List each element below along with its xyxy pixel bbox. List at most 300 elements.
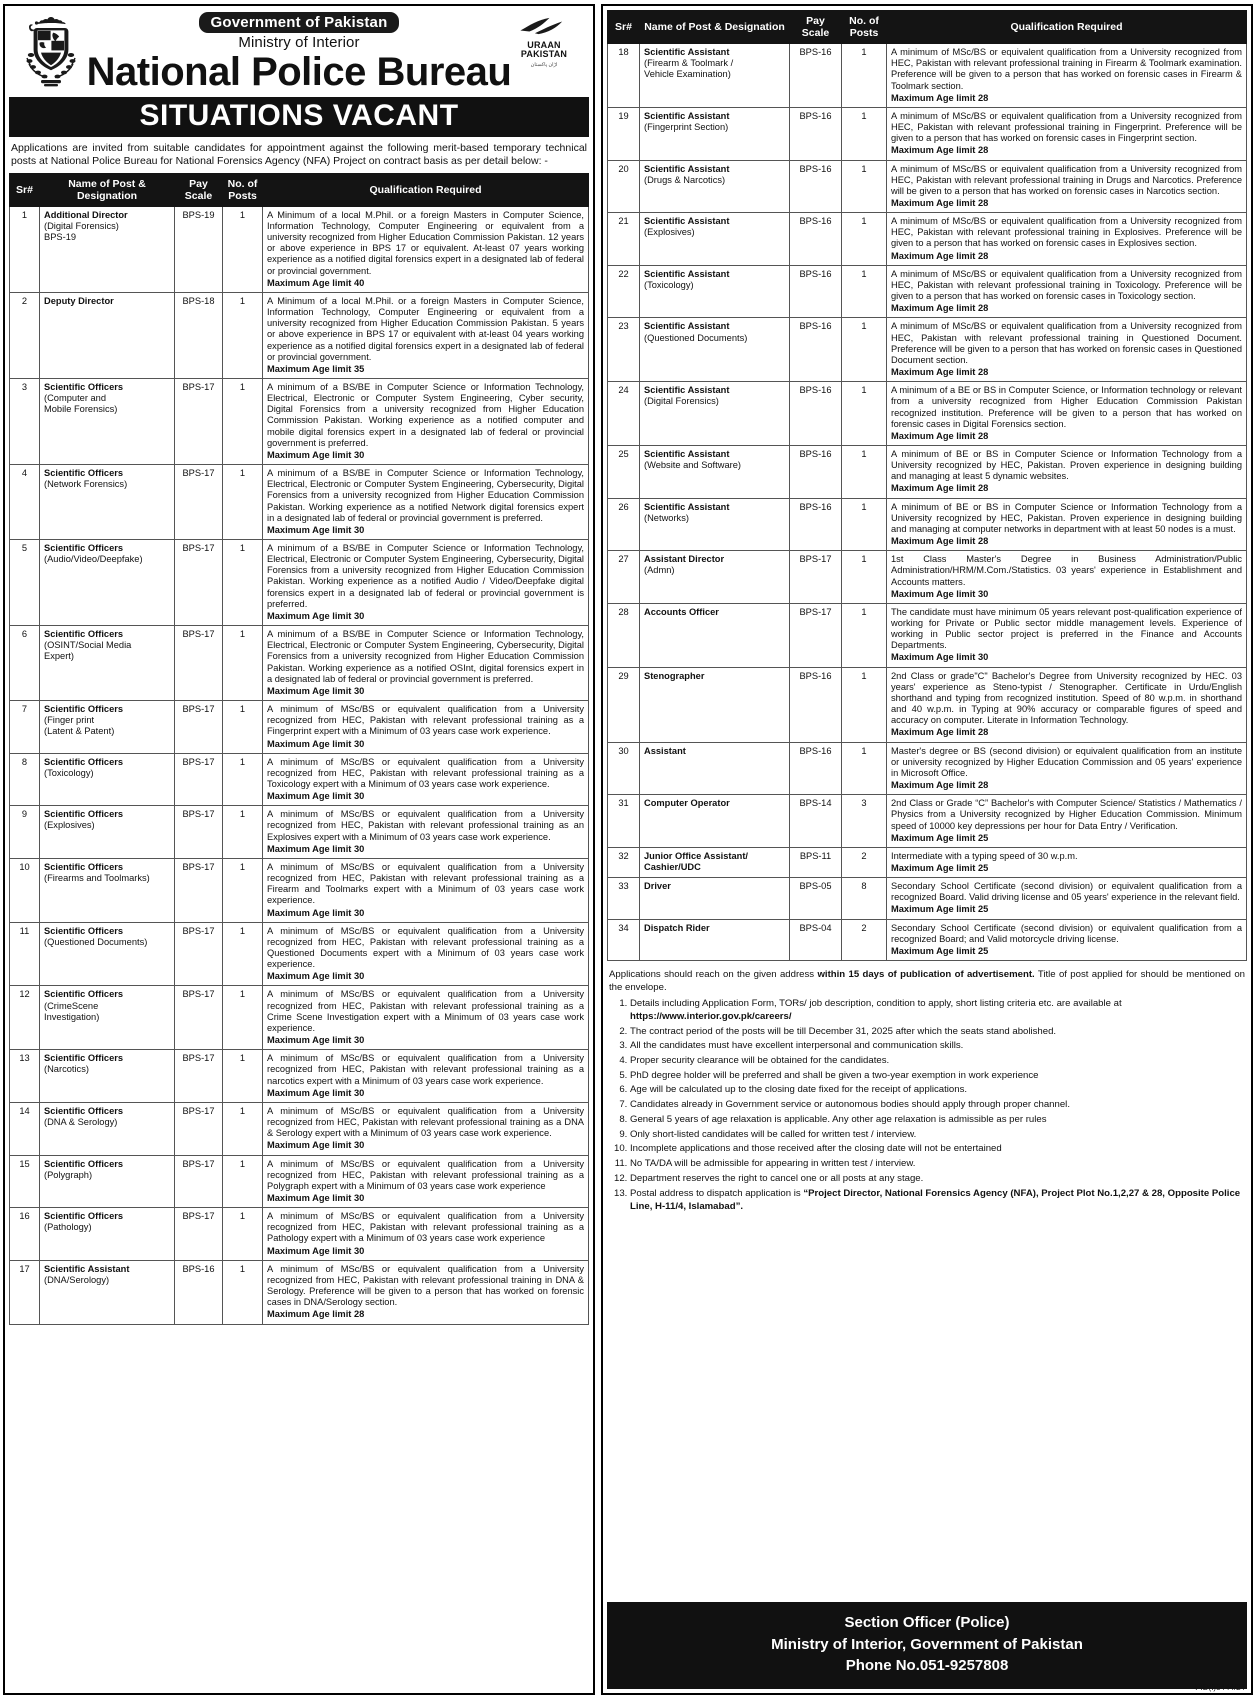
table-row: [10, 292, 589, 378]
cell-sr: 24: [608, 382, 640, 446]
cell-post-name: [640, 318, 790, 382]
note-item: [630, 1098, 1245, 1111]
cell-sr: 14: [10, 1102, 40, 1155]
cell-post-name: [640, 445, 790, 498]
jobs-table-right: [607, 10, 1247, 961]
cell-post-name: [40, 540, 175, 626]
cell-pay-scale: BPS-17: [175, 1102, 223, 1155]
uraan-line-2: PAKISTAN: [520, 49, 568, 60]
cell-pay-scale: BPS-17: [175, 378, 223, 464]
note-item: [630, 1025, 1245, 1038]
table-row: [608, 44, 1247, 108]
cell-sr: 19: [608, 107, 640, 160]
cell-qualification: [887, 44, 1247, 108]
age-limit-text: Maximum Age limit 30: [267, 524, 365, 535]
post-subtitle: (Polygraph): [44, 1169, 93, 1180]
cell-no-of-posts: 1: [223, 922, 263, 986]
cell-qualification: [263, 1260, 589, 1324]
cell-qualification: [887, 919, 1247, 960]
cell-sr: 29: [608, 667, 640, 742]
table-row: [10, 626, 589, 701]
table-row: [10, 540, 589, 626]
post-title: Scientific Officers: [44, 1053, 124, 1064]
left-column: [3, 4, 595, 1695]
cell-no-of-posts: 1: [223, 378, 263, 464]
table-row: [10, 986, 589, 1050]
cell-no-of-posts: 1: [223, 806, 263, 859]
cell-post-name: [40, 626, 175, 701]
cell-sr: 33: [608, 878, 640, 919]
post-title: Scientific Officers: [44, 1211, 124, 1222]
post-subtitle: (DNA & Serology): [44, 1117, 118, 1128]
post-subtitle: (Questioned Documents): [644, 332, 748, 343]
note-item: [630, 1039, 1245, 1052]
cell-pay-scale: BPS-18: [175, 292, 223, 378]
cell-sr: 34: [608, 919, 640, 960]
notes-lead-deadline: within 15 days of publication of advertisement.: [817, 969, 1035, 981]
cell-sr: 21: [608, 213, 640, 266]
ministry-label: Ministry of Interior: [238, 34, 360, 51]
qualification-text: A minimum of MSc/BS or equivalent qualification from a University recognized from HEC, Pakistan with relevant professional training as a Firearm and Toolmarks expert with a Minimum of 03 years case work experience.: [267, 861, 584, 906]
cell-pay-scale: BPS-17: [175, 753, 223, 806]
table-row: [608, 107, 1247, 160]
cell-qualification: [887, 265, 1247, 318]
col-header-qualification: Qualification Required: [263, 173, 589, 206]
table-row: [608, 847, 1247, 877]
cell-no-of-posts: 1: [223, 292, 263, 378]
post-subtitle: Vehicle Examination): [644, 69, 731, 80]
cell-sr: 5: [10, 540, 40, 626]
cell-qualification: [263, 540, 589, 626]
cell-pay-scale: BPS-17: [175, 465, 223, 540]
table-row: [10, 922, 589, 986]
cell-post-name: [640, 603, 790, 667]
cell-qualification: [887, 667, 1247, 742]
cell-post-name: [40, 292, 175, 378]
cell-pay-scale: BPS-17: [790, 603, 842, 667]
post-title: Scientific Officers: [44, 756, 124, 767]
cell-post-name: [40, 922, 175, 986]
situations-vacant-banner: SITUATIONS VACANT: [9, 97, 589, 137]
cell-qualification: [887, 160, 1247, 213]
cell-pay-scale: BPS-17: [175, 806, 223, 859]
table-row: [608, 213, 1247, 266]
uraan-pakistan-logo: [505, 16, 583, 68]
cell-pay-scale: BPS-17: [175, 858, 223, 922]
cell-pay-scale: BPS-17: [175, 701, 223, 754]
pakistan-emblem-icon: [19, 14, 83, 88]
cell-no-of-posts: 1: [842, 107, 887, 160]
cell-sr: 1: [10, 206, 40, 292]
cell-post-name: [40, 701, 175, 754]
cell-no-of-posts: 1: [223, 1208, 263, 1261]
cell-qualification: [263, 922, 589, 986]
cell-post-name: [40, 1102, 175, 1155]
cell-post-name: [640, 878, 790, 919]
signoff-phone: Phone No.051-9257808: [845, 1657, 1009, 1675]
note-item: [630, 997, 1245, 1023]
cell-sr: 25: [608, 445, 640, 498]
post-title: Scientific Assistant: [644, 216, 730, 227]
cell-no-of-posts: 1: [842, 160, 887, 213]
col-header-posts: No. of Posts: [223, 173, 263, 206]
cell-post-name: [640, 160, 790, 213]
cell-no-of-posts: 1: [842, 603, 887, 667]
table-row: [608, 265, 1247, 318]
note-text: Proper security clearance will be obtained for the candidates.: [630, 1054, 890, 1066]
qualification-text: A minimum of MSc/BS or equivalent qualification from a University recognized from HEC, Pakistan with relevant professional training as a Polygraph expert with a Minimum of 03 years case work experience: [267, 1158, 584, 1191]
table-row: [10, 378, 589, 464]
cell-no-of-posts: 1: [842, 551, 887, 604]
qualification-text: The candidate must have minimum 05 years relevant post-qualification experience of working for Private or Public sector middle management levels. Experience of working in Public sector project is preferred in the Finance and Accounts Departments.: [891, 606, 1242, 651]
cell-pay-scale: BPS-17: [175, 540, 223, 626]
post-title: Scientific Officers: [44, 381, 124, 392]
post-title: Dispatch Rider: [644, 922, 710, 933]
note-item: [630, 1128, 1245, 1141]
age-limit-text: Maximum Age limit 25: [891, 832, 989, 843]
cell-sr: 12: [10, 986, 40, 1050]
qualification-text: A minimum of MSc/BS or equivalent qualification from a University recognized from HEC, Pakistan with relevant professional training as a Fingerprint expert with a Minimum of 03 years case work experience.: [267, 704, 584, 737]
cell-qualification: [887, 318, 1247, 382]
cell-no-of-posts: 1: [223, 1260, 263, 1324]
cell-pay-scale: BPS-16: [790, 160, 842, 213]
post-subtitle: (Network Forensics): [44, 479, 128, 490]
cell-post-name: [640, 847, 790, 877]
table-row: [608, 667, 1247, 742]
post-subtitle: (Drugs & Narcotics): [644, 174, 726, 185]
post-subtitle: (Networks): [644, 512, 689, 523]
post-title: Assistant: [644, 745, 686, 756]
qualification-text: 2nd Class or grade"C" Bachelor's Degree from University recognized by HEC. 03 years' experience as Steno-typist / Stenographer. Certificate in Urdu/English shorthand and typing from recognized institution. Speed of 80 w.p.m. in shorthand and 40 w.p.m. in Typing at 90% accuracy or comparable figures of speed and accuracy on computer. Literate in Information Technology.: [891, 670, 1242, 726]
cell-qualification: [887, 213, 1247, 266]
cell-no-of-posts: 3: [842, 795, 887, 848]
table-row: [10, 753, 589, 806]
cell-qualification: [263, 378, 589, 464]
cell-qualification: [887, 878, 1247, 919]
organization-title: National Police Bureau: [86, 50, 512, 94]
uraan-bird-icon: [516, 16, 572, 36]
uraan-line-1: URAAN: [527, 40, 561, 50]
post-title: Scientific Assistant: [644, 163, 730, 174]
note-text: Details including Application Form, TORs/ job description, condition to apply, short listing criteria etc. are available at: [630, 997, 1122, 1009]
post-title: Scientific Officers: [44, 989, 124, 1000]
cell-post-name: [640, 213, 790, 266]
post-title: Computer Operator: [644, 798, 730, 809]
cell-sr: 8: [10, 753, 40, 806]
signoff-ministry: Ministry of Interior, Government of Pakistan: [771, 1635, 1083, 1653]
cell-qualification: [263, 1155, 589, 1208]
table-row: [10, 465, 589, 540]
cell-sr: 23: [608, 318, 640, 382]
cell-post-name: [40, 1208, 175, 1261]
post-subtitle: (Digital Forensics): [644, 396, 719, 407]
qualification-text: Secondary School Certificate (second division) or equivalent qualification from a recognized Board. Valid driving license and 05 years' experience in the relevant field.: [891, 881, 1242, 903]
cell-no-of-posts: 1: [842, 742, 887, 795]
cell-post-name: [640, 107, 790, 160]
cell-pay-scale: BPS-14: [790, 795, 842, 848]
government-row: [9, 12, 589, 33]
cell-qualification: [263, 1208, 589, 1261]
post-title: Assistant Director: [644, 554, 725, 565]
qualification-text: A Minimum of a local M.Phil. or a foreign Masters in Computer Science, Information Technology, Computer Engineering or equivalent from a university recognized from Higher Education Commission Pakistan. 12 years or above experience in BPS 17 or equivalent. At-least 07 years working experience as a notified digital forensics expert in a designated lab of federal or provincial government.: [267, 209, 584, 276]
note-item: [630, 1142, 1245, 1155]
age-limit-text: Maximum Age limit 30: [267, 1035, 365, 1046]
post-subtitle: (Computer and: [44, 393, 107, 404]
post-subtitle: Cashier/UDC: [644, 861, 701, 872]
col-header-pay: Pay Scale: [175, 173, 223, 206]
cell-sr: 17: [10, 1260, 40, 1324]
cell-sr: 6: [10, 626, 40, 701]
age-limit-text: Maximum Age limit 28: [891, 145, 989, 156]
qualification-text: Secondary School Certificate (second division) or equivalent qualification from a recognized Board; and Valid motorcycle driving license.: [891, 922, 1242, 944]
table-row: [10, 1260, 589, 1324]
cell-pay-scale: BPS-16: [790, 382, 842, 446]
cell-pay-scale: BPS-16: [790, 667, 842, 742]
cell-no-of-posts: 1: [223, 858, 263, 922]
notes-lead-a: Applications should reach on the given address: [609, 969, 818, 981]
table-row: [10, 858, 589, 922]
cell-qualification: [263, 206, 589, 292]
cell-qualification: [887, 445, 1247, 498]
cell-pay-scale: BPS-17: [175, 626, 223, 701]
cell-pay-scale: BPS-16: [790, 445, 842, 498]
note-item: [630, 1054, 1245, 1067]
post-subtitle: Investigation): [44, 1011, 100, 1022]
cell-post-name: [40, 806, 175, 859]
age-limit-text: Maximum Age limit 28: [891, 198, 989, 208]
note-text: Department reserves the right to cancel one or all posts at any stage.: [630, 1172, 924, 1184]
cell-post-name: [40, 465, 175, 540]
cell-qualification: [887, 603, 1247, 667]
cell-post-name: [640, 551, 790, 604]
table-row: [608, 445, 1247, 498]
post-title: Additional Director: [44, 209, 128, 220]
post-title: Scientific Officers: [44, 1158, 124, 1169]
right-column: [601, 4, 1253, 1695]
post-subtitle: Mobile Forensics): [44, 404, 118, 415]
cell-pay-scale: BPS-16: [790, 265, 842, 318]
col-header-qualification: Qualification Required: [887, 11, 1247, 44]
qualification-text: A minimum of BE or BS in Computer Science or Information Technology from a University recognized by HEC, Pakistan. Proven experience in designing building and managing at least 5 dynamic websites.: [891, 448, 1242, 482]
cell-sr: 3: [10, 378, 40, 464]
post-subtitle: (Toxicology): [44, 767, 94, 778]
age-limit-text: Maximum Age limit 28: [891, 303, 989, 314]
note-text: The contract period of the posts will be till December 31, 2025 after which the seats stand abolished.: [630, 1025, 1057, 1037]
post-subtitle: (Finger print: [44, 715, 95, 726]
age-limit-text: Maximum Age limit 25: [891, 862, 989, 873]
note-item: [630, 1187, 1245, 1213]
post-title: Scientific Officers: [44, 543, 124, 554]
table-row: [10, 1155, 589, 1208]
cell-no-of-posts: 8: [842, 878, 887, 919]
qualification-text: Master's degree or BS (second division) or equivalent qualification from an institute or university recognized by Higher Education Commission and 05 years' experience in Microsoft Office.: [891, 745, 1242, 778]
cell-sr: 10: [10, 858, 40, 922]
age-limit-text: Maximum Age limit 30: [267, 1087, 365, 1098]
cell-post-name: [40, 206, 175, 292]
age-limit-text: Maximum Age limit 28: [891, 367, 989, 378]
cell-no-of-posts: 1: [223, 626, 263, 701]
age-limit-text: Maximum Age limit 28: [891, 483, 989, 494]
qualification-text: A minimum of MSc/BS or equivalent qualification from a University recognized from HEC, Pakistan with relevant professional training as a narcotics expert with a Minimum of 03 years case work experience.: [267, 1053, 584, 1086]
table-header-row: [608, 11, 1247, 44]
age-limit-text: Maximum Age limit 28: [891, 430, 989, 441]
post-subtitle: Expert): [44, 651, 74, 662]
post-subtitle: (Firearms and Toolmarks): [44, 873, 150, 884]
cell-post-name: [640, 265, 790, 318]
age-limit-text: Maximum Age limit 25: [891, 904, 989, 915]
cell-sr: 4: [10, 465, 40, 540]
cell-sr: 26: [608, 498, 640, 551]
cell-no-of-posts: 2: [842, 847, 887, 877]
cell-qualification: [887, 382, 1247, 446]
qualification-text: 1st Class Master's Degree in Business Administration/Public Administration/HRM/M.Com./Statistics. 03 years' experience in Establishment and Accounts matters.: [891, 554, 1242, 587]
cell-qualification: [263, 753, 589, 806]
cell-pay-scale: BPS-16: [790, 213, 842, 266]
table-row: [608, 498, 1247, 551]
qualification-text: A minimum of MSc/BS or equivalent qualification from a University recognized from HEC, Pakistan with relevant professional training as a Toxicology expert with a Minimum of 03 years case work experience.: [267, 756, 584, 789]
cell-pay-scale: BPS-16: [790, 498, 842, 551]
qualification-text: Intermediate with a typing speed of 30 w.p.m.: [891, 850, 1078, 861]
cell-qualification: [263, 1102, 589, 1155]
age-limit-text: Maximum Age limit 30: [267, 738, 365, 749]
qualification-text: A minimum of MSc/BS or equivalent qualification from a University recognized from HEC, Pakistan with relevant professional training as a Questioned Documents expert with a Minimum of 03 years case work experience.: [267, 925, 584, 970]
cell-post-name: [640, 44, 790, 108]
cell-sr: 7: [10, 701, 40, 754]
post-subtitle: (Website and Software): [644, 460, 741, 471]
cell-post-name: [40, 1050, 175, 1103]
post-subtitle: (Fingerprint Section): [644, 122, 729, 133]
note-item: [630, 1172, 1245, 1185]
age-limit-text: Maximum Age limit 30: [267, 971, 365, 982]
cell-sr: 31: [608, 795, 640, 848]
cell-pay-scale: BPS-16: [790, 44, 842, 108]
age-limit-text: Maximum Age limit 30: [267, 1192, 365, 1203]
cell-qualification: [887, 847, 1247, 877]
signoff-officer: Section Officer (Police): [844, 1613, 1010, 1631]
cell-sr: 13: [10, 1050, 40, 1103]
note-text: Incomplete applications and those received after the closing date will not be entertained: [630, 1143, 1002, 1155]
cell-qualification: [263, 806, 589, 859]
post-title: Scientific Officers: [44, 1105, 124, 1116]
col-header-pay: Pay Scale: [790, 11, 842, 44]
col-header-post: Name of Post & Designation: [640, 11, 790, 44]
col-header-post: Name of Post & Designation: [40, 173, 175, 206]
notes-section: [607, 968, 1247, 1214]
post-subtitle: (Admn): [644, 565, 675, 576]
cell-sr: 30: [608, 742, 640, 795]
cell-no-of-posts: 1: [842, 667, 887, 742]
cell-qualification: [263, 1050, 589, 1103]
qualification-text: A minimum of MSc/BS or equivalent qualification from a University recognized from HEC, Pakistan with relevant professional training as a Pathology expert with a Minimum of 03 years case work experience: [267, 1211, 584, 1244]
notes-lead: [609, 968, 1245, 994]
post-subtitle: (Latent & Patent): [44, 726, 115, 737]
age-limit-text: Maximum Age limit 28: [891, 250, 989, 261]
cell-no-of-posts: 1: [223, 701, 263, 754]
cell-pay-scale: BPS-17: [175, 1050, 223, 1103]
notes-lead-c: Title of post applied for should be mentioned on the envelope.: [609, 969, 1246, 994]
cell-no-of-posts: 1: [223, 1050, 263, 1103]
post-title: Scientific Officers: [44, 925, 124, 936]
cell-no-of-posts: 1: [223, 465, 263, 540]
table-row: [10, 1102, 589, 1155]
qualification-text: A minimum of MSc/BS or equivalent qualification from a University recognized from HEC, Pakistan with relevant professional training as an Explosives expert with a Minimum of 03 years case work experience.: [267, 809, 584, 842]
intro-paragraph: Applications are invited from suitable candidates for appointment against the following merit-based temporary technical posts at National Police Bureau for National Forensics Agency (NFA) Project on contract basis as per detail below: -: [11, 141, 587, 168]
cell-post-name: [40, 986, 175, 1050]
cell-no-of-posts: 1: [842, 213, 887, 266]
age-limit-text: Maximum Age limit 30: [267, 843, 365, 854]
age-limit-text: Maximum Age limit 30: [267, 1140, 365, 1151]
qualification-text: A minimum of a BS/BE in Computer Science or Information Technology, Electrical, Electronic or Computer System Engineering, Cybersecurity, Digital Forensics from a university recognized from Higher Education Commission Pakistan. Working experience as a notified Network digital forensics expert in a designated lab of federal or provincial government is preferred.: [267, 468, 584, 523]
note-text: General 5 years of age relaxation is applicable. Any other age relaxation is admissible as per rules: [630, 1113, 1047, 1125]
age-limit-text: Maximum Age limit 30: [267, 449, 365, 460]
age-limit-text: Maximum Age limit 28: [267, 1309, 365, 1320]
note-text: PhD degree holder will be preferred and shall be given a two-year exemption in work experience: [630, 1069, 1039, 1081]
cell-pay-scale: BPS-17: [175, 986, 223, 1050]
note-emphasis: “Project Director, National Forensics Agency (NFA), Project Plot No.1,2,27 & 28, Opposite Police Line, H-11/4, Islamabad”.: [630, 1187, 1241, 1212]
cell-no-of-posts: 1: [842, 498, 887, 551]
table-row: [10, 701, 589, 754]
cell-qualification: [263, 986, 589, 1050]
cell-no-of-posts: 1: [223, 540, 263, 626]
jobs-table-left: [9, 173, 589, 1325]
qualification-text: A minimum of MSc/BS or equivalent qualification from a University recognized from HEC, Pakistan with relevant professional training in Fingerprint. Preference will be given to a person that has worked on forensic cases in Fingerprint section.: [891, 110, 1242, 144]
post-subtitle: BPS-19: [44, 232, 77, 243]
post-subtitle: (CrimeScene: [44, 1000, 99, 1011]
qualification-text: A Minimum of a local M.Phil. or a foreign Masters in Computer Science, Information Technology, Computer Engineering or equivalent from a university recognized from Higher Education Commission Pakistan. 5 years or above experience in BPS 17 or equivalent with at-least 04 years working experience as a notified digital forensics expert in a designated lab of federal or provincial government.: [267, 295, 584, 362]
col-header-sr: Sr#: [10, 173, 40, 206]
note-text: Only short-listed candidates will be called for written test / interview.: [630, 1128, 917, 1140]
cell-no-of-posts: 1: [223, 206, 263, 292]
masthead: [9, 10, 589, 137]
cell-pay-scale: BPS-04: [790, 919, 842, 960]
table-header-row: [10, 173, 589, 206]
qualification-text: A minimum of BE or BS in Computer Science or Information Technology from a University recognized by HEC, Pakistan. Proven experience in designing building and managing at computer networks in department with at least 50 nodes is a must.: [891, 501, 1242, 534]
cell-sr: 27: [608, 551, 640, 604]
note-text: Postal address to dispatch application is: [630, 1187, 804, 1199]
post-title: Stenographer: [644, 670, 705, 681]
table-row: [608, 795, 1247, 848]
cell-qualification: [263, 292, 589, 378]
age-limit-text: Maximum Age limit 35: [267, 363, 365, 374]
post-title: Junior Office Assistant/: [644, 850, 749, 861]
cell-pay-scale: BPS-11: [790, 847, 842, 877]
post-title: Scientific Assistant: [644, 47, 730, 58]
table-row: [608, 551, 1247, 604]
cell-post-name: [40, 1155, 175, 1208]
note-text: All the candidates must have excellent interpersonal and communication skills.: [630, 1040, 964, 1052]
qualification-text: A minimum of MSc/BS or equivalent qualification from a University recognized from HEC, Pakistan with relevant professional training in Drugs and Narcotics. Preference will be given to a person that has worked on forensic cases in Narcotics section.: [891, 163, 1242, 196]
note-emphasis[interactable]: https://www.interior.gov.pk/careers/: [630, 1010, 792, 1022]
cell-qualification: [887, 498, 1247, 551]
post-subtitle: (Toxicology): [644, 279, 694, 290]
cell-pay-scale: BPS-19: [175, 206, 223, 292]
age-limit-text: Maximum Age limit 28: [891, 727, 989, 738]
age-limit-text: Maximum Age limit 25: [891, 945, 989, 956]
qualification-text: A minimum of MSc/BS or equivalent qualification from a University recognized from HEC, Pakistan with relevant professional training in Toxicology. Preference will be given to a person that has worked on forensic cases in Toxicology section.: [891, 268, 1242, 302]
table-row: [608, 919, 1247, 960]
post-subtitle: (Narcotics): [44, 1064, 89, 1075]
cell-pay-scale: BPS-05: [790, 878, 842, 919]
cell-sr: 16: [10, 1208, 40, 1261]
table-row: [608, 318, 1247, 382]
post-title: Scientific Officers: [44, 629, 124, 640]
post-title: Scientific Assistant: [644, 321, 730, 332]
post-title: Scientific Assistant: [644, 448, 730, 459]
cell-sr: 18: [608, 44, 640, 108]
cell-pay-scale: BPS-17: [790, 551, 842, 604]
note-item: [630, 1069, 1245, 1082]
post-subtitle: (Explosives): [644, 227, 695, 238]
